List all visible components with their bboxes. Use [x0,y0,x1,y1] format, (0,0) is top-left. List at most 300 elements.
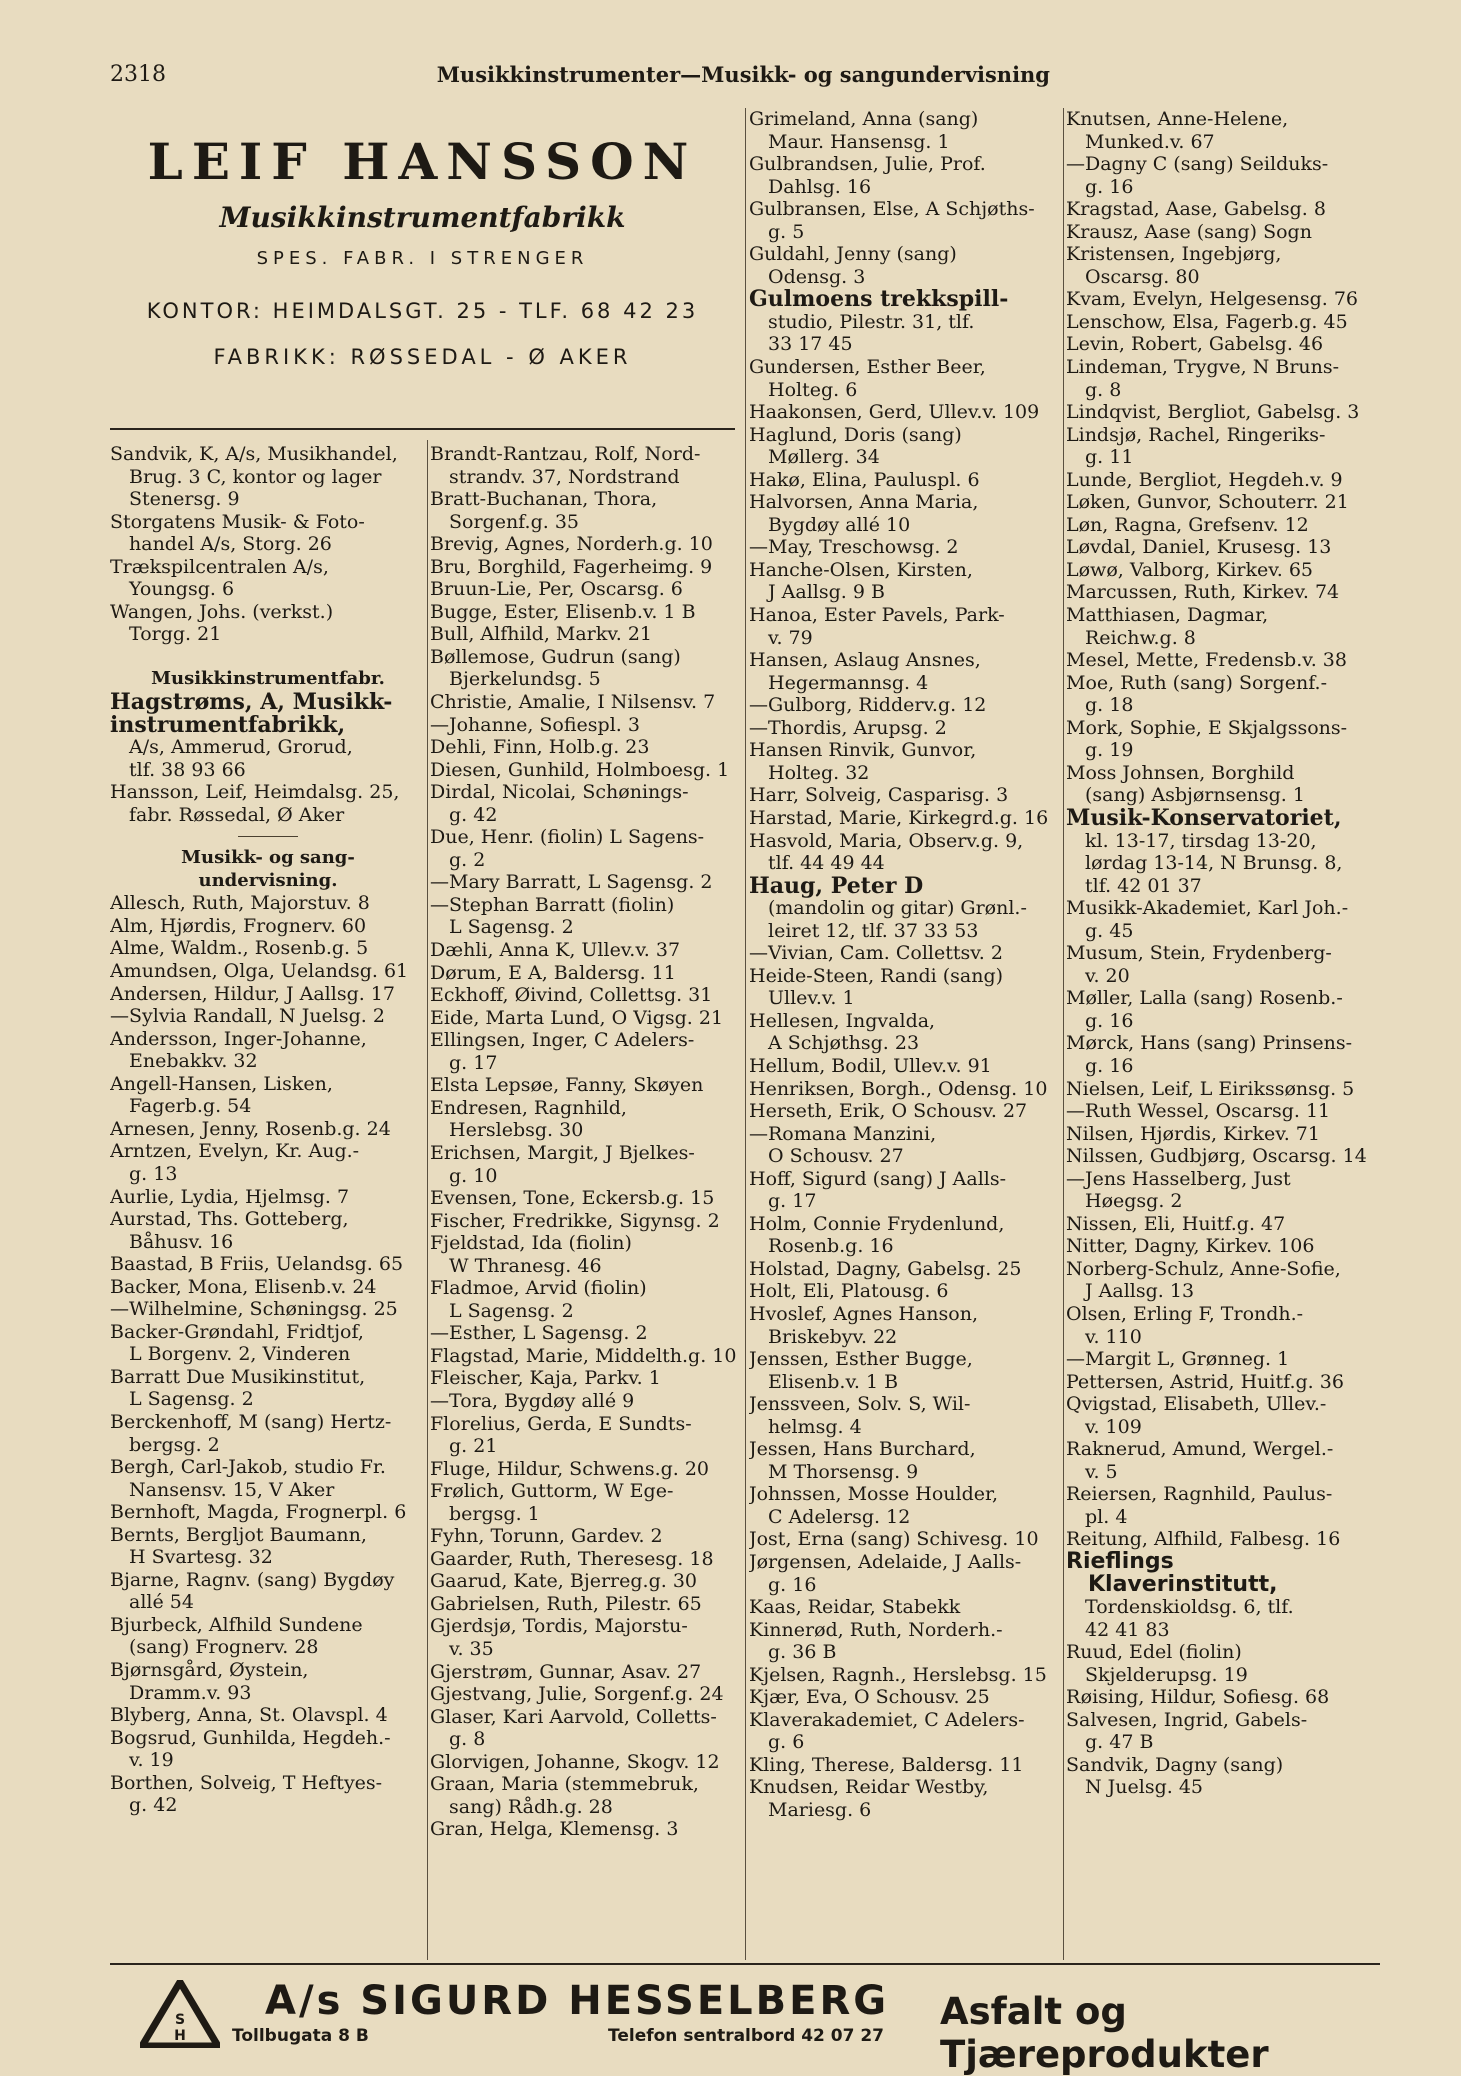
directory-entry: g. 6 [749,1731,805,1754]
column-rule [745,108,746,1960]
directory-entry: Sandvik, K, A/s, Musikhandel, [110,443,398,465]
directory-entry: Musum, Stein, Frydenberg- [1066,942,1332,965]
directory-entry: Mesel, Mette, Fredensb.v. 38 [1066,649,1347,672]
directory-entry: Holm, Connie Frydenlund, [749,1212,1005,1235]
directory-entry: Florelius, Gerda, E Sundts- [430,1412,692,1435]
directory-entry: Enebakkv. 32 [110,1050,258,1073]
directory-entry: Hellum, Bodil, Ullev.v. 91 [749,1054,992,1077]
directory-entry: Andersen, Hildur, J Aallsg. 17 [110,982,395,1005]
directory-entry: Grimeland, Anna (sang) [749,108,979,130]
directory-entry: g. 17 [430,1051,498,1074]
directory-entry: Aurlie, Lydia, Hjelmsg. 7 [110,1185,350,1208]
directory-entry: tlf. 42 01 37 [1066,874,1202,897]
directory-entry: g. 16 [1066,175,1134,198]
leif-hansson-ad [110,120,735,425]
directory-entry: Wangen, Johs. (verkst.) [110,600,334,623]
directory-entry: Munked.v. 67 [1066,130,1215,153]
directory-entry: Musik-Konservatoriet, [1066,804,1342,831]
directory-entry: v. 5 [1066,1460,1118,1483]
directory-entry: g. 18 [1066,694,1134,717]
directory-entry: Nansensv. 15, V Aker [110,1478,335,1501]
directory-entry: —Thordis, Arupsg. 2 [749,716,947,739]
directory-entry: Gulmoens trekkspill- [749,286,1009,313]
directory-entry: Harstad, Marie, Kirkegrd.g. 16 [749,806,1049,829]
directory-entry: Brug. 3 C, kontor og lager [110,465,382,488]
directory-entry: Johnssen, Mosse Houlder, [749,1483,999,1506]
directory-entry: studio, Pilestr. 31, tlf. [749,310,975,333]
directory-entry: Oscarsg. 80 [1066,265,1200,288]
directory-entry: Nilssen, Gudbjørg, Oscarsg. 14 [1066,1145,1367,1168]
section-heading: Musikk- og sang- [181,847,355,869]
directory-entry: Jessen, Hans Burchard, [749,1438,976,1461]
directory-entry: Frølich, Guttorm, W Ege- [430,1480,674,1503]
directory-entry: Hansson, Leif, Heimdalsg. 25, [110,781,400,804]
directory-entry: —Ruth Wessel, Oscarsg. 11 [1066,1100,1331,1123]
directory-entry: Backer, Mona, Elisenb.v. 24 [110,1275,377,1298]
directory-entry: Hellesen, Ingvalda, [749,1009,936,1032]
ad-products: Asfalt og Tjæreprodukter [940,1990,1269,2076]
directory-entry: Ullev.v. 1 [749,987,855,1010]
directory-entry: Blyberg, Anna, St. Olavspl. 4 [110,1704,388,1727]
directory-entry: fabr. Røssedal, Ø Aker [110,803,345,826]
spacer [110,646,426,669]
directory-entry: Tordenskioldsg. 6, tlf. [1066,1596,1294,1619]
directory-entry: Holstad, Dagny, Gabelsg. 25 [749,1257,1022,1280]
directory-entry: allé 54 [110,1591,194,1614]
directory-entry: g. 42 [110,1794,178,1817]
directory-entry: Fluge, Hildur, Schwens.g. 20 [430,1457,710,1480]
bottom-ad-divider [110,1963,1380,1965]
directory-entry: Berckenhoff, M (sang) Hertz- [110,1410,392,1433]
directory-entry: Jost, Erna (sang) Schivesg. 10 [749,1528,1039,1551]
directory-entry: Nilsen, Hjørdis, Kirkev. 71 [1066,1122,1320,1145]
directory-entry: (sang) Frognerv. 28 [110,1636,319,1659]
directory-entry: Bruun-Lie, Per, Oscarsg. 6 [430,578,683,601]
directory-entry: W Thranesg. 46 [430,1254,602,1277]
directory-entry: Rieflings [1066,1549,1174,1574]
ad-phone: Telefon sentralbord 42 07 27 [608,2026,885,2046]
directory-entry: 42 41 83 [1066,1618,1170,1641]
ad-company-name: LEIF HANSSON [147,132,698,191]
directory-entry: Hanche-Olsen, Kirsten, [749,558,973,581]
directory-entry: Kragstad, Aase, Gabelsg. 8 [1066,198,1326,221]
directory-entry: Dørum, E A, Baldersg. 11 [430,961,676,984]
directory-entry: O Schousv. 27 [749,1145,904,1168]
directory-entry: Dahlsg. 16 [749,175,872,198]
directory-entry: g. 16 [749,1573,817,1596]
ad-address: Tollbugata 8 B [232,2026,369,2046]
directory-entry: Musikk-Akademiet, Karl Joh.- [1066,897,1349,920]
directory-entry: g. 16 [1066,1054,1134,1077]
directory-entry: Herslebsg. 30 [430,1119,584,1142]
directory-entry: Sorgenf.g. 35 [430,510,579,533]
directory-entry: Bjørnsgård, Øystein, [110,1658,309,1681]
directory-entry: Qvigstad, Elisabeth, Ullev.- [1066,1393,1327,1416]
directory-entry: Angell-Hansen, Lisken, [110,1072,333,1095]
directory-entry: Bernhoft, Magda, Frognerpl. 6 [110,1501,407,1524]
directory-entry: Bugge, Ester, Elisenb.v. 1 B [430,600,696,623]
directory-entry: Kaas, Reidar, Stabekk [749,1596,961,1619]
directory-entry: Lindsjø, Rachel, Ringeriks- [1066,423,1326,446]
directory-entry: Jørgensen, Adelaide, J Aalls- [749,1551,1022,1573]
directory-entry: Dehli, Finn, Holb.g. 23 [430,736,650,759]
directory-entry: Kjelsen, Ragnh., Herslebsg. 15 [749,1663,1047,1686]
directory-entry: —Margit L, Grønneg. 1 [1066,1348,1290,1371]
directory-entry: Elisenb.v. 1 B [749,1370,899,1393]
directory-entry: Backer-Grøndahl, Fridtjof, [110,1320,364,1343]
directory-entry: Youngsg. 6 [110,578,235,601]
directory-entry: Gabrielsen, Ruth, Pilestr. 65 [430,1592,702,1615]
directory-entry: Pettersen, Astrid, Huitf.g. 36 [1066,1370,1344,1393]
directory-entry: Diesen, Gunhild, Holmboesg. 1 [430,758,730,781]
directory-entry: (sang) Asbjørnsensg. 1 [1066,784,1305,807]
directory-entry: Hagstrøms, A, Musikk- [110,689,393,716]
directory-entry: Gran, Helga, Klemensg. 3 [430,1818,679,1841]
directory-entry: A/s, Ammerud, Grorud, [110,736,353,759]
directory-entry: Odensg. 3 [749,265,866,288]
directory-entry: Bjurbeck, Alfhild Sundene [110,1613,363,1636]
directory-entry: g. 17 [749,1190,817,1213]
directory-entry: Storgatens Musik- & Foto- [110,510,365,533]
directory-entry: Barratt Due Musikinstitut, [110,1365,366,1388]
directory-entry: Arnesen, Jenny, Rosenb.g. 24 [110,1117,391,1140]
directory-entry: Levin, Robert, Gabelsg. 46 [1066,333,1324,356]
directory-entry: Erichsen, Margit, J Bjelkes- [430,1141,695,1164]
directory-entry: Briskebyv. 22 [749,1325,898,1348]
directory-entry: Klaverakademiet, C Adelers- [749,1708,1025,1731]
page-number: 2318 [110,62,166,87]
directory-entry: Båhusv. 16 [110,1230,234,1253]
directory-entry: Marcussen, Ruth, Kirkev. 74 [1066,581,1340,604]
directory-entry: tlf. 44 49 44 [749,852,885,875]
directory-entry: —Tora, Bygdøy allé 9 [430,1389,635,1412]
directory-entry: —Dagny C (sang) Seilduks- [1066,153,1329,176]
directory-entry: tlf. 38 93 66 [110,758,246,781]
directory-entry: Lenschow, Elsa, Fagerb.g. 45 [1066,310,1348,333]
directory-entry: v. 110 [1066,1325,1142,1348]
directory-entry: Nissen, Eli, Huitf.g. 47 [1066,1212,1286,1235]
section-heading: Musikkinstrumentfabr. [151,668,385,690]
directory-entry: Gjestvang, Julie, Sorgenf.g. 24 [430,1683,724,1706]
directory-entry: kl. 13-17, tirsdag 13-20, [1066,829,1317,852]
directory-entry: Norberg-Schulz, Anne-Sofie, [1066,1257,1341,1280]
directory-entry: g. 2 [430,848,486,871]
directory-entry: Alme, Waldm., Rosenb.g. 5 [110,937,369,960]
directory-entry: Lindqvist, Bergliot, Gabelsg. 3 [1066,401,1360,424]
directory-entry: Harr, Solveig, Casparisg. 3 [749,784,1009,807]
directory-entry: Moss Johnsen, Borghild [1066,761,1295,784]
directory-entry: Henriksen, Borgh., Odensg. 10 [749,1077,1048,1100]
directory-entry: Moe, Ruth (sang) Sorgenf.- [1066,671,1328,694]
directory-entry: Holteg. 32 [749,761,870,784]
directory-entry: Løken, Gunvor, Schouterr. 21 [1066,491,1349,514]
directory-entry: sang) Rådh.g. 28 [430,1795,613,1818]
directory-entry: 33 17 45 [749,333,853,356]
directory-entry: Eide, Marta Lund, O Vigsg. 21 [430,1006,724,1029]
directory-entry: Gulbransen, Else, A Schjøths- [749,198,1035,221]
directory-entry: —Stephan Barratt (fiolin) [430,893,675,916]
ad-specialty: SPES. FABR. I STRENGER [256,248,589,269]
directory-entry: —Vivian, Cam. Collettsv. 2 [749,942,1003,965]
sh-emblem-icon [140,1980,220,2048]
directory-entry: g. 42 [430,803,498,826]
directory-entry: bergsg. 2 [110,1433,220,1456]
directory-entry: Gjerstrøm, Gunnar, Asav. 27 [430,1660,702,1683]
directory-entry: Nielsen, Leif, L Eirikssønsg. 5 [1066,1077,1355,1100]
directory-entry: Høegsg. 2 [1066,1190,1183,1213]
directory-entry: Evensen, Tone, Eckersb.g. 15 [430,1187,715,1210]
directory-entry: Haakonsen, Gerd, Ullev.v. 109 [749,401,1040,424]
directory-entry: Fyhn, Torunn, Gardev. 2 [430,1525,663,1548]
directory-entry: J Aallsg. 9 B [749,581,885,604]
directory-entry: Kinnerød, Ruth, Norderh.- [749,1618,1003,1641]
directory-entry: —Jens Hasselberg, Just [1066,1167,1291,1190]
directory-entry: Bratt-Buchanan, Thora, [430,488,658,511]
directory-entry: Gjerdsjø, Tordis, Majorstu- [430,1615,688,1638]
directory-entry: Mørck, Hans (sang) Prinsens- [1066,1032,1353,1055]
directory-entry: Trækspilcentralen A/s, [110,555,329,578]
directory-entry: N Juelsg. 45 [1066,1776,1204,1799]
directory-entry: g. 10 [430,1164,498,1187]
directory-entry: lørdag 13-14, N Brunsg. 8, [1066,852,1343,875]
directory-entry: Skjelderupsg. 19 [1066,1663,1248,1686]
directory-entry: Dæhli, Anna K, Ullev.v. 37 [430,939,681,962]
directory-entry: Holt, Eli, Platousg. 6 [749,1280,949,1303]
directory-entry: Olsen, Erling F, Trondh.- [1066,1302,1304,1325]
directory-entry: C Adelersg. 12 [749,1505,911,1528]
directory-entry: g. 13 [110,1162,178,1185]
directory-entry: Reichw.g. 8 [1066,626,1196,649]
directory-entry: (mandolin og gitar) Grønl.- [749,897,1027,920]
directory-entry: Haglund, Doris (sang) [749,423,962,446]
directory-entry: Baastad, B Friis, Uelandsg. 65 [110,1253,404,1276]
directory-entry: L Sagensg. 2 [110,1388,254,1411]
directory-entry: Stenersg. 9 [110,488,240,511]
directory-entry: g. 8 [1066,378,1122,401]
directory-entry: Bogsrud, Gunhilda, Hegdeh.- [110,1726,391,1749]
directory-entry: Eckhoff, Øivind, Collettsg. 31 [430,984,713,1007]
ad-divider [110,428,735,430]
directory-entry: Mork, Sophie, E Skjalgssons- [1066,716,1348,739]
directory-entry: Brevig, Agnes, Norderh.g. 10 [430,533,713,556]
directory-entry: bergsg. 1 [430,1502,540,1525]
hesselberg-ad [110,1968,1380,2076]
directory-entry: Knutsen, Anne-Helene, [1066,108,1289,130]
column-rule [1063,108,1064,1960]
directory-entry: Mariesg. 6 [749,1799,872,1822]
directory-entry: L Sagensg. 2 [430,1299,574,1322]
directory-entry: v. 20 [1066,964,1130,987]
directory-entry: Kvam, Evelyn, Helgesensg. 76 [1066,288,1359,311]
directory-entry: v. 35 [430,1637,494,1660]
directory-entry: Sandvik, Dagny (sang) [1066,1753,1284,1776]
column-rule [427,440,428,1960]
directory-entry: g. 19 [1066,739,1134,762]
directory-column-2 [430,443,744,1958]
directory-entry: Glorvigen, Johanne, Skogv. 12 [430,1750,720,1773]
directory-entry: Løvdal, Daniel, Krusesg. 13 [1066,536,1332,559]
directory-entry: Borthen, Solveig, T Heftyes- [110,1771,383,1794]
ad-office: KONTOR: HEIMDALSGT. 25 - TLF. 68 42 23 [146,299,699,323]
directory-entry: g. 11 [1066,446,1134,469]
directory-entry: Endresen, Ragnhild, [430,1096,627,1119]
directory-entry: g. 8 [430,1728,486,1751]
directory-entry: Torgg. 21 [110,623,222,646]
directory-entry: Alm, Hjørdis, Frognerv. 60 [110,914,367,937]
directory-entry: g. 45 [1066,919,1134,942]
directory-entry: pl. 4 [1066,1505,1128,1528]
directory-entry: Bjarne, Ragnv. (sang) Bygdøy [110,1568,395,1591]
directory-entry: Elsta Lepsøe, Fanny, Skøyen [430,1074,704,1097]
directory-entry: Bjerkelundsg. 5 [430,668,601,691]
directory-entry: —Mary Barratt, L Sagensg. 2 [430,871,713,894]
directory-entry: Amundsen, Olga, Uelandsg. 61 [110,960,409,983]
directory-entry: Knudsen, Reidar Westby, [749,1776,989,1799]
directory-entry: Reiersen, Ragnhild, Paulus- [1066,1483,1333,1506]
ad-firm-name: A/s SIGURD HESSELBERG [265,1978,890,2024]
directory-entry: Fischer, Fredrikke, Sigynsg. 2 [430,1209,720,1232]
section-heading: undervisning. [198,869,338,891]
directory-entry: Gaarder, Ruth, Theresesg. 18 [430,1547,714,1570]
directory-entry: Møller, Lalla (sang) Rosenb.- [1066,987,1343,1010]
directory-entry: Bergh, Carl-Jakob, studio Fr. [110,1456,386,1479]
directory-entry: Flagstad, Marie, Middelth.g. 10 [430,1344,737,1367]
directory-entry: Fagerb.g. 54 [110,1095,252,1118]
directory-entry: Christie, Amalie, I Nilsensv. 7 [430,691,716,714]
directory-entry: g. 21 [430,1435,498,1458]
directory-entry: M Thorsensg. 9 [749,1460,919,1483]
directory-entry: —Romana Manzini, [749,1122,937,1145]
directory-column-4 [1066,108,1384,1958]
directory-entry: strandv. 37, Nordstrand [430,465,680,488]
directory-entry: Guldahl, Jenny (sang) [749,243,957,266]
directory-entry: Løwø, Valborg, Kirkev. 65 [1066,558,1313,581]
directory-entry: helmsg. 4 [749,1415,862,1438]
directory-entry: instrumentfabrikk, [110,711,346,738]
page-header [110,62,1050,96]
page-title: Musikkinstrumenter—Musikk- og sangundervisning [436,62,1050,87]
directory-entry: Bygdøy allé 10 [749,513,911,536]
directory-entry: —Gulborg, Ridderv.g. 12 [749,694,987,717]
directory-entry: Møllerg. 34 [749,446,880,469]
directory-entry: handel A/s, Storg. 26 [110,533,332,556]
directory-entry: g. 47 B [1066,1731,1154,1754]
directory-entry: Lindeman, Trygve, N Bruns- [1066,356,1340,379]
directory-entry: Bøllemose, Gudrun (sang) [430,645,681,668]
directory-entry: Matthiasen, Dagmar, [1066,604,1269,627]
directory-entry: Andersson, Inger-Johanne, [110,1027,367,1050]
directory-entry: Allesch, Ruth, Majorstuv. 8 [110,892,370,915]
directory-entry: Ruud, Edel (fiolin) [1066,1641,1242,1664]
directory-entry: Lunde, Bergliot, Hegdeh.v. 9 [1066,468,1343,491]
directory-entry: Hanoa, Ester Pavels, Park- [749,604,1005,627]
directory-entry: Graan, Maria (stemmebruk, [430,1773,699,1796]
directory-entry: Fjeldstad, Ida (fiolin) [430,1232,632,1255]
directory-entry: Brandt-Rantzau, Rolf, Nord- [430,443,701,465]
svg-text:S: S [174,2012,186,2028]
directory-entry: H Svartesg. 32 [110,1546,273,1569]
directory-entry: Kjær, Eva, O Schousv. 25 [749,1686,990,1709]
directory-entry: A Schjøthsg. 23 [749,1032,920,1055]
directory-entry: Gaarud, Kate, Bjerreg.g. 30 [430,1570,698,1593]
directory-entry: Ellingsen, Inger, C Adelers- [430,1029,695,1052]
directory-entry: Gundersen, Esther Beer, [749,356,986,379]
directory-entry: v. 109 [1066,1415,1142,1438]
directory-entry: v. 19 [110,1749,174,1772]
directory-entry: Kristensen, Ingebjørg, [1066,243,1282,266]
directory-column-3 [749,108,1062,1958]
directory-entry: Bull, Alfhild, Markv. 21 [430,623,653,646]
directory-entry: —May, Treschowsg. 2 [749,536,959,559]
svg-text:H: H [174,2028,186,2044]
directory-entry: Hvoslef, Agnes Hanson, [749,1302,979,1325]
ad-subtitle: Musikkinstrumentfabrikk [219,201,626,234]
directory-entry: Kling, Therese, Baldersg. 11 [749,1753,1024,1776]
directory-entry: Krausz, Aase (sang) Sogn [1066,220,1312,243]
directory-entry: Holteg. 6 [749,378,858,401]
directory-entry: L Sagensg. 2 [430,916,574,939]
directory-entry: Hasvold, Maria, Observ.g. 9, [749,829,1024,852]
directory-entry: Hansen Rinvik, Gunvor, [749,739,977,762]
directory-entry: Gulbrandsen, Julie, Prof. [749,153,986,176]
directory-entry: Raknerud, Amund, Wergel.- [1066,1438,1334,1461]
directory-column-1 [110,443,426,1958]
directory-entry: Reitung, Alfhild, Falbesg. 16 [1066,1528,1341,1551]
directory-entry: Haug, Peter D [749,872,924,899]
directory-entry: L Borgenv. 2, Vinderen [110,1343,351,1366]
directory-entry: —Esther, L Sagensg. 2 [430,1322,648,1345]
directory-entry: Arntzen, Evelyn, Kr. Aug.- [110,1140,360,1163]
directory-entry: Nitter, Dagny, Kirkev. 106 [1066,1235,1315,1258]
directory-entry: Hoff, Sigurd (sang) J Aalls- [749,1167,1007,1190]
directory-entry: J Aallsg. 13 [1066,1280,1195,1303]
section-rule [238,836,298,837]
directory-entry: Dirdal, Nicolai, Schønings- [430,781,689,804]
ad-factory: FABRIKK: RØSSEDAL - Ø AKER [213,345,632,369]
directory-entry: Røising, Hildur, Sofiesg. 68 [1066,1686,1330,1709]
directory-entry: Klaverinstitutt, [1066,1571,1278,1597]
directory-entry: Jenssen, Esther Bugge, [749,1348,973,1371]
directory-entry: Due, Henr. (fiolin) L Sagens- [430,826,705,849]
directory-entry: Salvesen, Ingrid, Gabels- [1066,1708,1308,1731]
directory-entry: Herseth, Erik, O Schousv. 27 [749,1100,1028,1123]
directory-entry: g. 5 [749,220,805,243]
directory-entry: g. 36 B [749,1641,837,1664]
directory-entry: v. 79 [749,626,813,649]
directory-entry: Hansen, Aslaug Ansnes, [749,649,981,672]
directory-entry: Glaser, Kari Aarvold, Colletts- [430,1705,717,1728]
directory-entry: —Sylvia Randall, N Juelsg. 2 [110,1005,385,1028]
directory-entry: Hakø, Elina, Pauluspl. 6 [749,468,980,491]
directory-entry: —Wilhelmine, Schøningsg. 25 [110,1298,398,1321]
directory-entry: Dramm.v. 93 [110,1681,252,1704]
directory-entry: Bernts, Bergljot Baumann, [110,1523,367,1546]
directory-entry: Halvorsen, Anna Maria, [749,491,979,514]
directory-entry: Rosenb.g. 16 [749,1235,894,1258]
directory-entry: g. 16 [1066,1009,1134,1032]
directory-entry: Bru, Borghild, Fagerheimg. 9 [430,555,713,578]
directory-entry: Fleischer, Kaja, Parkv. 1 [430,1367,661,1390]
directory-entry: Heide-Steen, Randi (sang) [749,964,1004,987]
directory-entry: —Johanne, Sofiespl. 3 [430,713,640,736]
directory-entry: Fladmoe, Arvid (fiolin) [430,1277,647,1300]
directory-entry: leiret 12, tlf. 37 33 53 [749,919,979,942]
directory-entry: Løn, Ragna, Grefsenv. 12 [1066,513,1309,536]
directory-entry: Aurstad, Ths. Gotteberg, [110,1208,349,1231]
directory-entry: Hegermannsg. 4 [749,671,929,694]
directory-entry: Jenssveen, Solv. S, Wil- [749,1393,971,1416]
directory-entry: Maur. Hansensg. 1 [749,130,950,153]
